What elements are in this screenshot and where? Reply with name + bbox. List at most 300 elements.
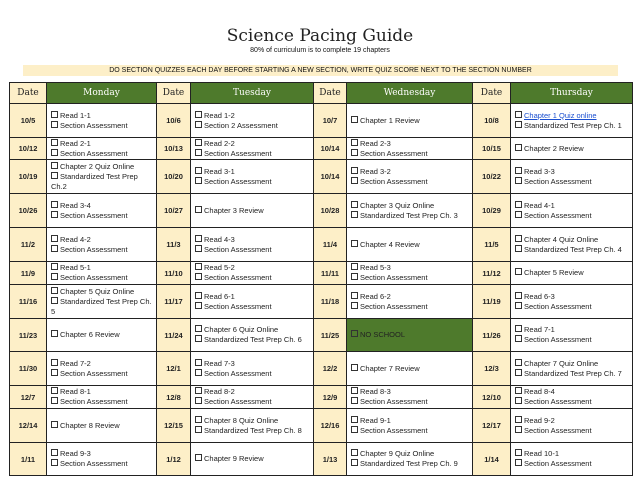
task-label: Read 4-2 [60,234,91,244]
checkbox-icon[interactable] [515,235,522,242]
checkbox-icon[interactable] [515,325,522,332]
task-label: Read 3-2 [360,166,391,176]
checkbox-icon[interactable] [351,149,358,156]
task-item[interactable] [51,211,152,221]
checkbox-icon[interactable] [515,268,522,275]
task-cell-thursday [511,138,633,160]
date-header: Date [314,83,347,104]
task-label: Read 2-1 [60,138,91,148]
task-item[interactable] [351,397,468,407]
task-cell-monday [47,262,157,285]
task-item[interactable] [51,421,152,431]
checkbox-icon[interactable] [51,459,58,466]
task-cell-thursday [511,386,633,409]
quiz-link[interactable]: Chapter 1 Quiz online [524,110,597,120]
task-item[interactable] [195,263,309,273]
checkbox-icon[interactable] [51,211,58,218]
task-label: Read 2-2 [204,138,235,148]
checkbox-icon[interactable] [195,149,202,156]
task-label: Read 6-2 [360,291,391,301]
date-cell: 11/12 [473,262,511,285]
checkbox-icon[interactable] [195,206,202,213]
task-label: Section Assessment [60,120,128,130]
checkbox-icon[interactable] [351,211,358,218]
task-cell-wednesday [347,262,473,285]
checkbox-icon[interactable] [51,397,58,404]
task-cell-wednesday [347,443,473,476]
task-item[interactable] [515,235,628,245]
checkbox-icon[interactable] [515,245,522,252]
task-item[interactable] [195,454,309,464]
task-label: Section Assessment [204,397,272,406]
date-cell: 11/5 [473,228,511,262]
task-item[interactable] [195,302,309,312]
date-cell: 11/16 [10,285,47,319]
task-item[interactable] [515,177,628,187]
task-cell-thursday [511,228,633,262]
checkbox-icon[interactable] [515,426,522,433]
task-item[interactable] [195,335,309,345]
task-cell-monday [47,443,157,476]
task-label: Chapter 6 Quiz Online [204,325,279,334]
task-item[interactable] [51,139,152,149]
task-item[interactable] [51,201,152,211]
date-cell: 12/2 [314,352,347,386]
task-item[interactable] [351,201,468,211]
checkbox-icon[interactable] [51,263,58,270]
date-cell: 10/28 [314,194,347,228]
checkbox-icon[interactable] [515,416,522,423]
checkbox-icon[interactable] [195,111,202,118]
task-item[interactable] [351,116,468,126]
task-item[interactable] [515,397,628,407]
task-label: Read 5-1 [60,263,91,272]
day-header-tuesday: Tuesday [191,83,314,104]
date-cell: 10/8 [473,104,511,138]
task-item[interactable] [515,459,628,469]
task-label: Chapter 6 Review [60,330,120,339]
task-label: Read 8-1 [60,387,91,396]
checkbox-icon[interactable] [195,426,202,433]
checkbox-icon[interactable] [195,325,202,332]
task-item[interactable] [351,459,468,469]
checkbox-icon[interactable] [51,201,58,208]
date-cell: 12/17 [473,409,511,443]
checkbox-icon[interactable] [51,111,58,118]
checkbox-icon[interactable] [515,292,522,299]
checkbox-icon[interactable] [195,397,202,404]
date-cell: 10/19 [10,160,47,194]
task-item[interactable] [51,111,152,121]
checkbox-icon[interactable] [351,201,358,208]
subtitle: 80% of curriculum is to complete 19 chapters [250,47,390,54]
checkbox-icon[interactable] [51,287,58,294]
task-cell-thursday [511,262,633,285]
task-item[interactable] [195,149,309,159]
task-cell-tuesday [191,409,314,443]
checkbox-icon[interactable] [51,172,58,179]
checkbox-icon[interactable] [351,459,358,466]
checkbox-icon[interactable] [195,177,202,184]
task-item[interactable] [351,416,468,426]
task-item[interactable] [515,335,628,345]
date-cell: 10/29 [473,194,511,228]
checkbox-icon[interactable] [515,111,522,118]
task-item[interactable] [515,245,628,255]
task-label: Standardized Test Prep Ch. 5 [51,296,152,316]
date-cell: 12/10 [473,386,511,409]
task-item[interactable] [51,245,152,255]
task-item[interactable] [351,273,468,283]
checkbox-icon[interactable] [195,167,202,174]
task-item[interactable] [195,426,309,436]
date-cell: 12/8 [157,386,191,409]
task-item[interactable] [51,235,152,245]
task-label: Section Assessment [360,397,428,406]
date-cell: 11/10 [157,262,191,285]
checkbox-icon[interactable] [195,263,202,270]
task-label: Chapter 1 Review [360,115,420,125]
date-cell: 10/22 [473,160,511,194]
task-item[interactable] [195,292,309,302]
task-item[interactable] [195,359,309,369]
task-cell-monday [47,228,157,262]
date-cell: 1/13 [314,443,347,476]
task-item[interactable] [515,201,628,211]
task-item[interactable] [515,144,628,154]
checkbox-icon[interactable] [351,177,358,184]
task-item[interactable] [51,162,152,172]
task-cell-thursday [511,160,633,194]
task-cell-thursday [511,443,633,476]
checkbox-icon[interactable] [351,263,358,270]
checkbox-icon[interactable] [515,387,522,394]
task-item[interactable] [515,426,628,436]
task-label: Read 7-1 [524,325,555,334]
checkbox-icon[interactable] [51,387,58,394]
task-label: Read 9-3 [60,449,91,458]
task-cell-monday [47,409,157,443]
task-cell-tuesday [191,386,314,409]
task-item[interactable] [195,273,309,283]
checkbox-icon[interactable] [515,397,522,404]
checkbox-icon[interactable] [515,121,522,128]
checkbox-icon[interactable] [515,302,522,309]
task-item[interactable] [195,111,309,121]
task-label: Standardized Test Prep Ch.2 [51,171,138,191]
checkbox-icon[interactable] [351,397,358,404]
checkbox-icon[interactable] [515,177,522,184]
checkbox-icon[interactable] [195,335,202,342]
task-label: Standardized Test Prep Ch. 9 [360,459,458,468]
task-item[interactable] [351,167,468,177]
checkbox-icon[interactable] [351,387,358,394]
checkbox-icon[interactable] [195,139,202,146]
task-label: Chapter 2 Quiz Online [60,161,135,171]
task-label: Chapter 8 Review [60,420,120,430]
task-item[interactable] [51,287,152,297]
task-item[interactable] [51,359,152,369]
checkbox-icon[interactable] [51,421,58,428]
task-item[interactable] [515,292,628,302]
task-cell-thursday [511,104,633,138]
task-cell-tuesday [191,138,314,160]
task-item[interactable] [51,172,152,192]
task-label: Chapter 9 Quiz Online [360,449,435,458]
date-cell: 11/19 [473,285,511,319]
checkbox-icon[interactable] [195,273,202,280]
checkbox-icon[interactable] [351,416,358,423]
date-cell: 10/6 [157,104,191,138]
task-label: Read 3-1 [204,166,235,176]
checkbox-icon[interactable] [515,459,522,466]
task-item[interactable] [515,369,628,379]
task-item[interactable] [195,235,309,245]
date-cell: 10/20 [157,160,191,194]
task-cell-wednesday [347,228,473,262]
checkbox-icon[interactable] [195,416,202,423]
task-label: Standardized Test Prep Ch. 7 [524,368,622,378]
date-header: Date [473,83,511,104]
task-cell-wednesday [347,409,473,443]
task-cell-monday [47,104,157,138]
task-label: Chapter 3 Quiz Online [360,200,435,210]
checkbox-icon[interactable] [351,273,358,280]
task-item[interactable] [515,111,628,121]
date-cell: 11/11 [314,262,347,285]
task-label: Read 1-2 [204,110,235,120]
checkbox-icon[interactable] [351,426,358,433]
task-item[interactable] [195,369,309,379]
task-item[interactable] [515,211,628,221]
date-cell: 12/14 [10,409,47,443]
date-cell: 10/14 [314,138,347,160]
task-item[interactable] [51,459,152,469]
task-item[interactable] [515,387,628,397]
task-item[interactable] [51,149,152,159]
task-label: Section Assessment [204,176,272,186]
task-item[interactable] [51,449,152,459]
checkbox-icon[interactable] [195,292,202,299]
checkbox-icon[interactable] [51,149,58,156]
checkbox-icon[interactable] [51,139,58,146]
task-item[interactable] [195,245,309,255]
task-label: Section Assessment [524,459,592,468]
checkbox-icon[interactable] [351,302,358,309]
table-row [10,409,633,443]
task-label: Read 5-3 [360,263,391,272]
checkbox-icon[interactable] [351,449,358,456]
checkbox-icon[interactable] [515,335,522,342]
task-item[interactable] [195,139,309,149]
task-item[interactable] [351,149,468,159]
task-item[interactable] [351,292,468,302]
task-item[interactable] [351,240,468,250]
task-label: Read 2-3 [360,138,391,148]
task-cell-tuesday [191,228,314,262]
date-cell: 11/23 [10,319,47,352]
task-item[interactable] [195,206,309,216]
task-cell-tuesday [191,285,314,319]
task-item[interactable] [515,268,628,278]
checkbox-icon[interactable] [51,449,58,456]
date-cell: 10/12 [10,138,47,160]
task-item[interactable] [515,359,628,369]
task-cell-wednesday [347,352,473,386]
task-item[interactable] [515,302,628,312]
task-label: Section Assessment [60,368,128,378]
checkbox-icon[interactable] [51,359,58,366]
checkbox-icon[interactable] [351,116,358,123]
task-item[interactable] [51,369,152,379]
checkbox-icon[interactable] [51,273,58,280]
date-cell: 11/2 [10,228,47,262]
checkbox-icon[interactable] [51,245,58,252]
task-label: Read 6-3 [524,291,555,301]
checkbox-icon[interactable] [195,235,202,242]
date-cell: 12/16 [314,409,347,443]
task-cell-thursday [511,285,633,319]
task-item[interactable] [515,121,628,131]
table-row [10,138,633,160]
task-cell-wednesday [347,194,473,228]
task-label: Read 6-1 [204,291,235,301]
checkbox-icon[interactable] [515,369,522,376]
task-cell-tuesday [191,319,314,352]
task-cell-wednesday [347,138,473,160]
task-label: Section Assessment [204,301,272,311]
checkbox-icon[interactable] [195,359,202,366]
checkbox-icon[interactable] [351,240,358,247]
task-label: Chapter 4 Quiz Online [524,234,599,244]
page-title: Science Pacing Guide [226,26,414,46]
task-cell-tuesday [191,104,314,138]
date-cell: 11/25 [314,319,347,352]
task-label: Read 9-2 [524,415,555,425]
task-item[interactable] [51,263,152,273]
table-row [10,160,633,194]
task-label: Section Assessment [524,301,592,311]
task-item[interactable] [195,177,309,187]
date-cell: 11/17 [157,285,191,319]
task-item[interactable] [195,387,309,397]
checkbox-icon[interactable] [351,139,358,146]
checkbox-icon[interactable] [515,167,522,174]
task-cell-wednesday [347,386,473,409]
checkbox-icon[interactable] [515,211,522,218]
date-cell: 12/3 [473,352,511,386]
task-label: Read 9-1 [360,415,391,425]
table-row [10,104,633,138]
date-cell: 11/18 [314,285,347,319]
checkbox-icon[interactable] [351,330,358,337]
task-item[interactable] [351,426,468,436]
task-label: NO SCHOOL [360,330,406,339]
checkbox-icon[interactable] [515,201,522,208]
task-label: Section Assessment [524,176,592,186]
checkbox-icon[interactable] [51,297,58,304]
date-cell: 10/7 [314,104,347,138]
checkbox-icon[interactable] [351,364,358,371]
task-item[interactable] [351,302,468,312]
task-label: Chapter 7 Review [360,363,420,373]
task-cell-tuesday [191,352,314,386]
task-item[interactable] [51,387,152,397]
task-cell-wednesday [347,104,473,138]
checkbox-icon[interactable] [51,369,58,376]
task-item[interactable] [351,330,468,340]
task-cell-tuesday [191,262,314,285]
task-item[interactable] [51,273,152,283]
checkbox-icon[interactable] [51,121,58,128]
task-item[interactable] [351,211,468,221]
date-cell: 10/13 [157,138,191,160]
table-row [10,319,633,352]
task-item[interactable] [51,397,152,407]
date-cell: 11/4 [314,228,347,262]
task-item[interactable] [351,449,468,459]
checkbox-icon[interactable] [515,449,522,456]
task-item[interactable] [195,416,309,426]
task-item[interactable] [195,397,309,407]
task-label: Chapter 8 Quiz Online [204,415,279,425]
task-item[interactable] [515,449,628,459]
task-item[interactable] [195,121,309,131]
day-header-thursday: Thursday [511,83,633,104]
task-label: Section Assessment [60,244,128,254]
checkbox-icon[interactable] [51,235,58,242]
task-item[interactable] [515,167,628,177]
date-header: Date [157,83,191,104]
task-cell-thursday [511,352,633,386]
checkbox-icon[interactable] [195,245,202,252]
task-item[interactable] [51,297,152,317]
task-label: Read 10-1 [524,449,560,458]
task-item[interactable] [351,139,468,149]
checkbox-icon[interactable] [51,162,58,169]
checkbox-icon[interactable] [515,359,522,366]
date-cell: 10/26 [10,194,47,228]
task-item[interactable] [515,325,628,335]
task-label: Chapter 3 Review [204,205,264,215]
task-item[interactable] [351,263,468,273]
task-item[interactable] [351,387,468,397]
task-label: Chapter 5 Quiz Online [60,286,135,296]
task-label: Section Assessment [60,397,128,406]
task-item[interactable] [51,330,152,340]
checkbox-icon[interactable] [51,330,58,337]
header-row [10,83,633,104]
checkbox-icon[interactable] [195,454,202,461]
date-cell: 1/14 [473,443,511,476]
task-label: Read 4-3 [204,234,235,244]
checkbox-icon[interactable] [195,121,202,128]
checkbox-icon[interactable] [195,302,202,309]
task-item[interactable] [515,416,628,426]
task-item[interactable] [51,121,152,131]
checkbox-icon[interactable] [351,292,358,299]
date-cell: 12/9 [314,386,347,409]
checkbox-icon[interactable] [515,144,522,151]
task-item[interactable] [195,325,309,335]
checkbox-icon[interactable] [195,387,202,394]
task-item[interactable] [351,364,468,374]
task-item[interactable] [195,167,309,177]
task-item[interactable] [351,177,468,187]
checkbox-icon[interactable] [351,167,358,174]
task-label: Standardized Test Prep Ch. 6 [204,335,302,344]
checkbox-icon[interactable] [195,369,202,376]
